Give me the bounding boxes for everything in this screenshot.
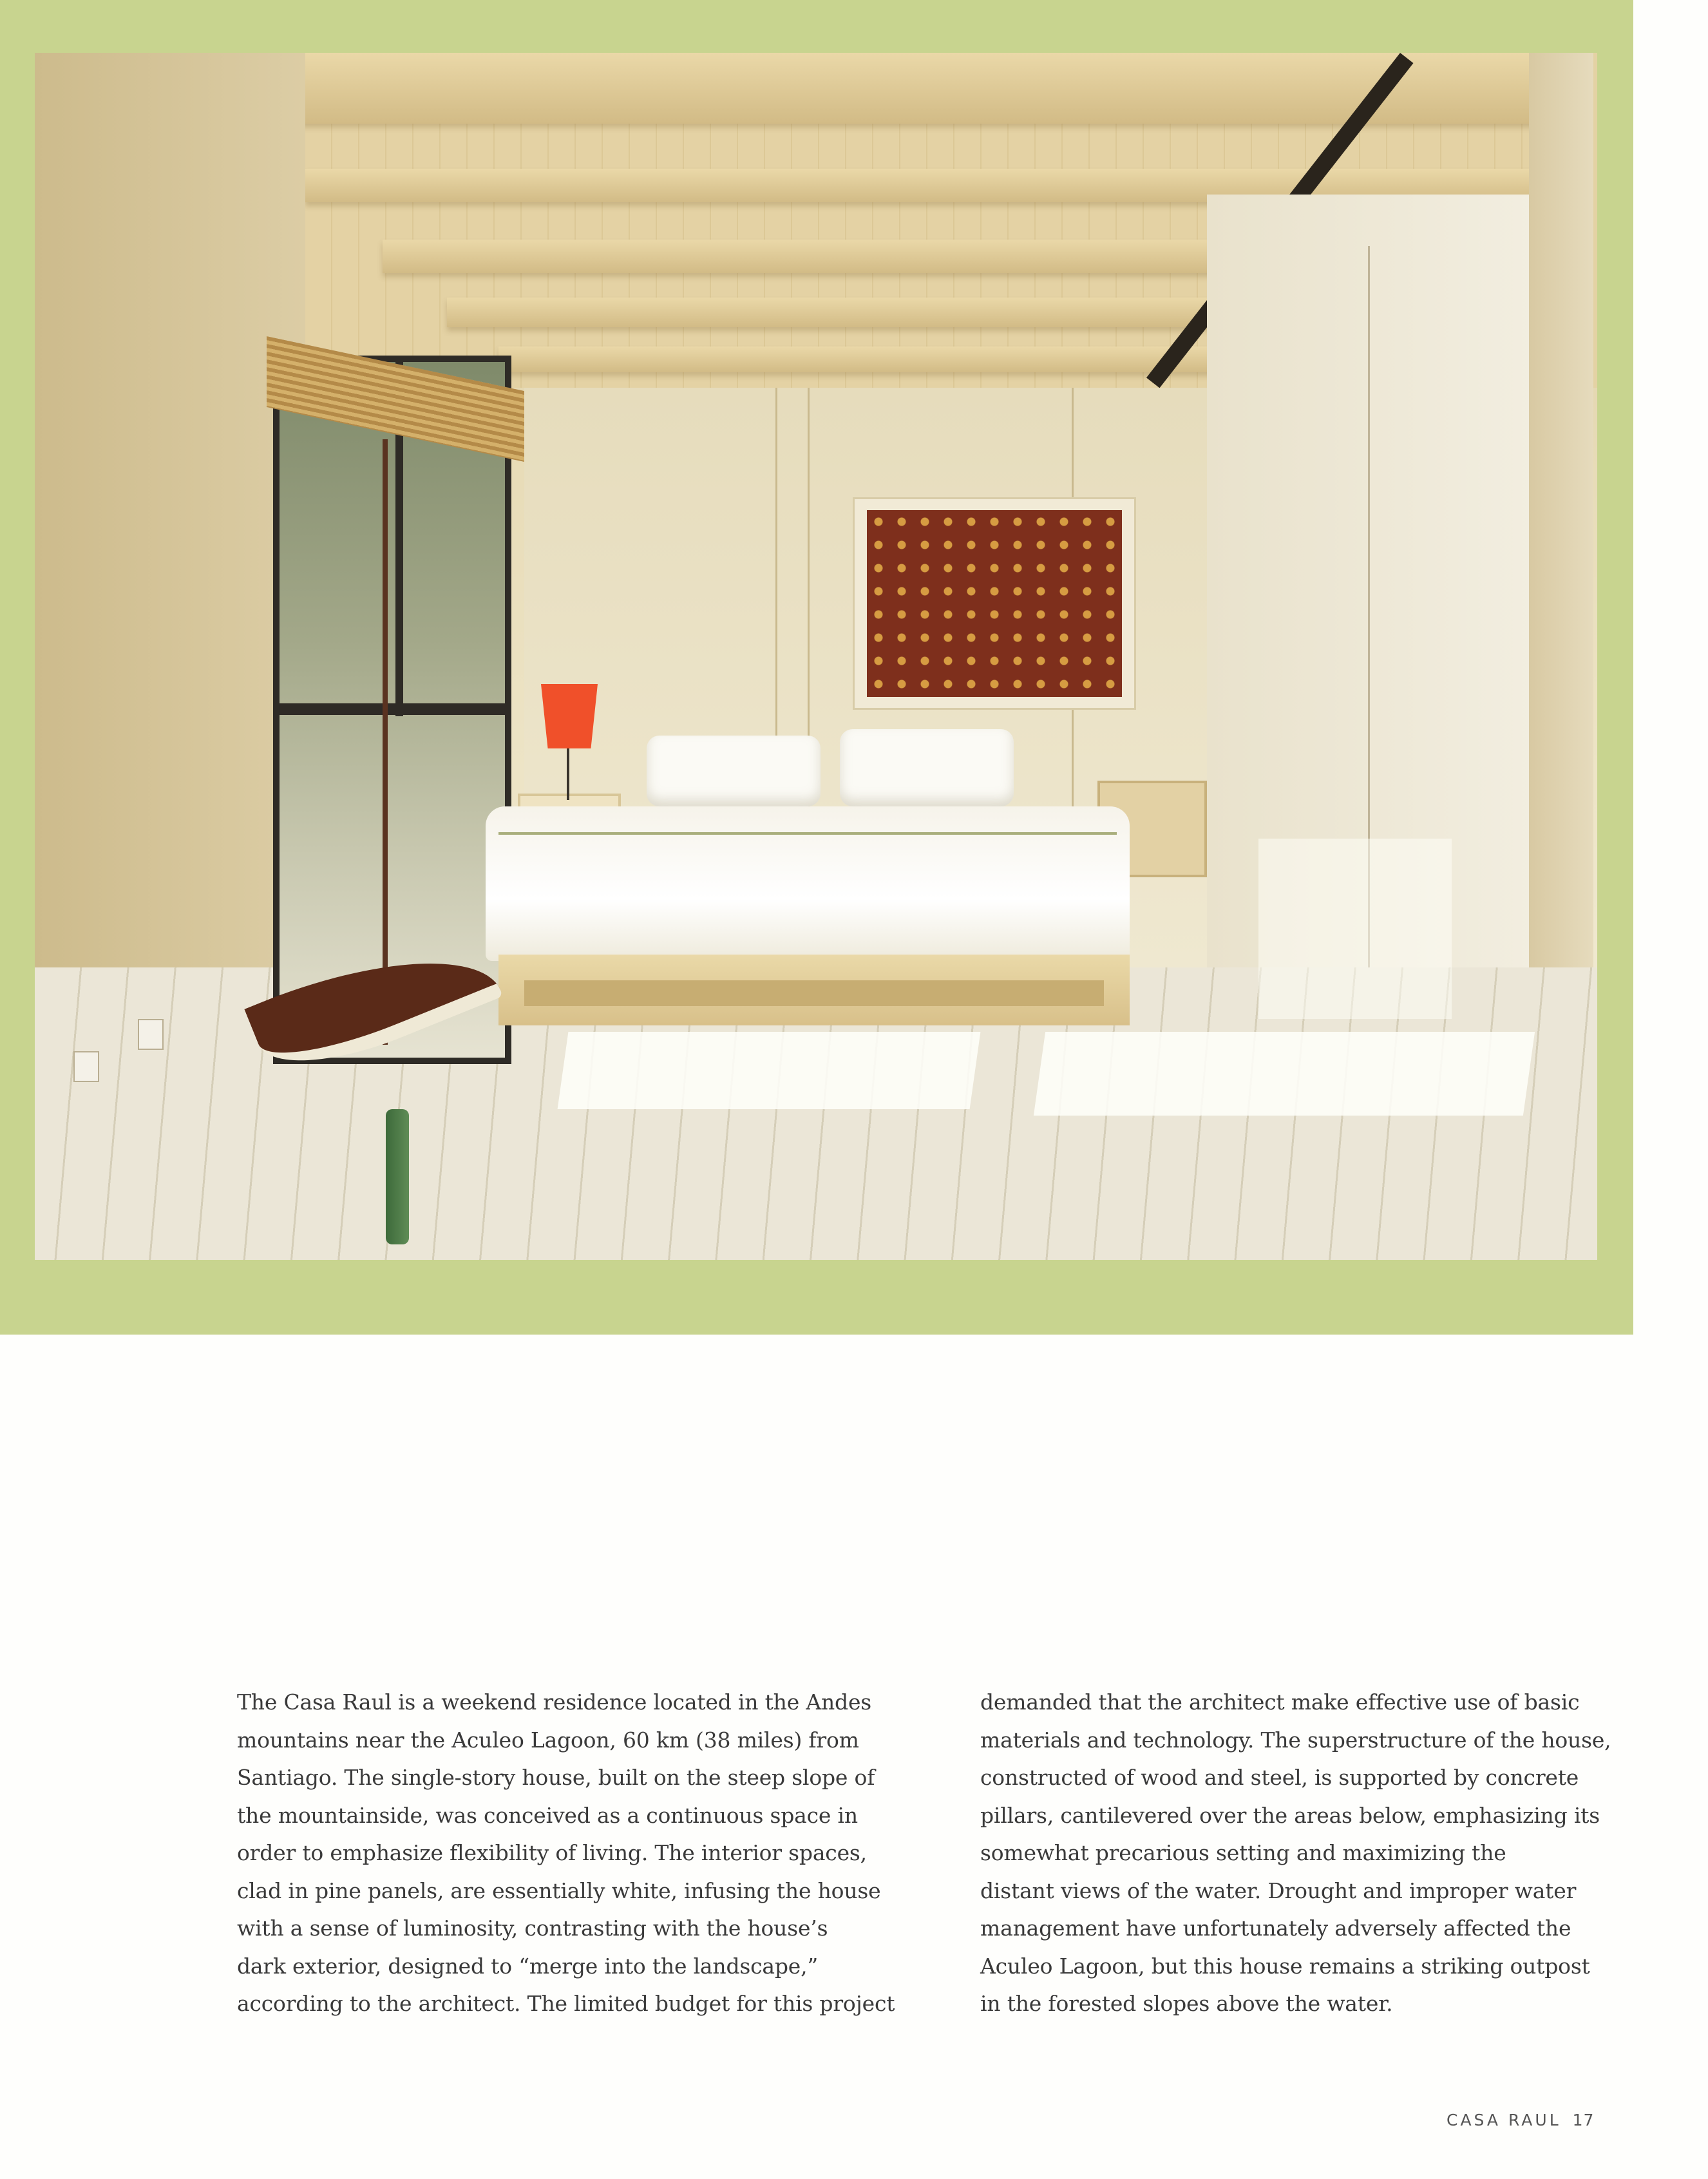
text-line: constructed of wood and steel, is supported by concrete [980, 1765, 1579, 1790]
ceiling-beam [498, 347, 1323, 372]
text-line: with a sense of luminosity, contrasting with the house’s [237, 1916, 828, 1941]
text-line: The Casa Raul is a weekend residence located in the Andes [237, 1689, 872, 1715]
text-line: Aculeo Lagoon, but this house remains a striking outpost [980, 1953, 1590, 1979]
text-line: order to emphasize flexibility of living. The interior spaces, [237, 1840, 867, 1865]
sunlight-patch [558, 1032, 981, 1109]
text-line: somewhat precarious setting and maximizing the [980, 1840, 1506, 1865]
duvet-stripe [498, 832, 1117, 835]
lamp-stand [567, 748, 569, 800]
text-line: in the forested slopes above the water. [980, 1991, 1393, 2016]
pillow [647, 736, 821, 806]
running-title: CASA RAUL [1447, 2111, 1561, 2129]
ceiling-beam [202, 53, 1555, 124]
wall-outlet [73, 1051, 99, 1082]
sunlight-patch [1258, 839, 1452, 1019]
text-line: management have unfortunately adversely affected the [980, 1916, 1571, 1941]
white-duvet [486, 806, 1130, 961]
text-line: the mountainside, was conceived as a continuous space in [237, 1802, 858, 1828]
text-line: demanded that the architect make effective use of basic [980, 1689, 1580, 1715]
textile-artwork [867, 510, 1122, 697]
text-line: dark exterior, designed to “merge into the landscape,” [237, 1953, 819, 1979]
orange-lamp-shade [541, 684, 598, 748]
text-line: distant views of the water. Drought and improper water [980, 1878, 1577, 1903]
body-text-right-column [980, 1684, 1624, 2023]
text-line: materials and technology. The superstructure of the house, [980, 1727, 1611, 1753]
text-line: clad in pine panels, are essentially white, infusing the house [237, 1878, 881, 1903]
body-text-left-column [237, 1684, 895, 2023]
wall-outlet [138, 1019, 164, 1050]
bedroom-photograph [35, 53, 1597, 1260]
text-line: pillars, cantilevered over the areas below, emphasizing its [980, 1802, 1600, 1828]
bed-platform-slot [524, 980, 1104, 1006]
sailboat-stand [386, 1109, 409, 1244]
page-number: 17 [1572, 2111, 1595, 2129]
text-line: Santiago. The single-story house, built on the steep slope of [237, 1765, 875, 1790]
sunlight-patch [1034, 1032, 1535, 1116]
sailboat-mast [383, 439, 388, 1045]
pillow [840, 729, 1014, 806]
window-mullion [273, 703, 511, 715]
text-line: mountains near the Aculeo Lagoon, 60 km (38 miles) from [237, 1727, 859, 1753]
page-footer [1447, 2111, 1594, 2129]
text-line: according to the architect. The limited budget for this project [237, 1991, 895, 2016]
